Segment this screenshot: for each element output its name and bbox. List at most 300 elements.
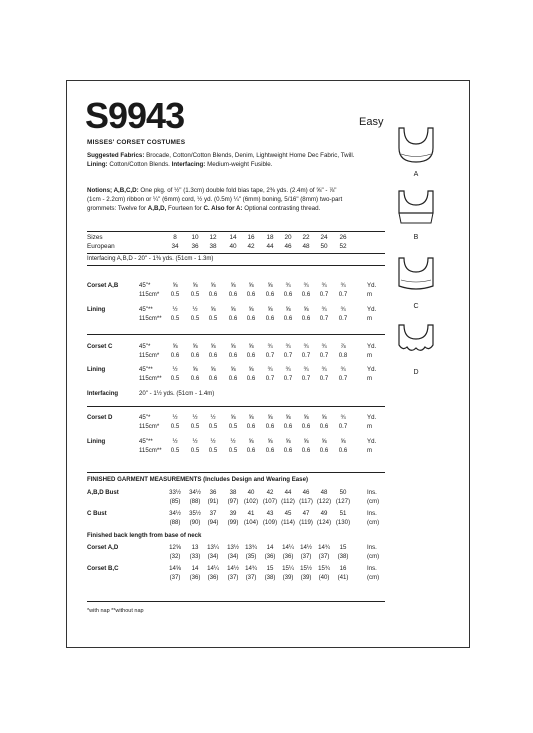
yardage-value: ¾ (285, 343, 291, 350)
finished-value: 34½ (169, 510, 181, 517)
yardage-value: ½ (172, 366, 178, 373)
yardage-row-label: Lining (87, 306, 106, 313)
yardage-value: 0.6 (283, 423, 293, 430)
yardage-value: ½ (172, 414, 178, 421)
yardage-value: 0.6 (265, 291, 275, 298)
fabric-width: 115cm** (139, 447, 162, 454)
finished-value: (119) (299, 519, 313, 526)
yardage-value: 0.5 (190, 447, 200, 454)
back-length-value: (34) (207, 553, 219, 560)
finished-unit: (cm) (367, 519, 380, 526)
fabrics-label: Suggested Fabrics: (87, 152, 145, 159)
yardage-value: 0.5 (170, 315, 180, 322)
notions-line3d: C. Also for A: (203, 205, 243, 212)
yardage-row-label: Corset A,B (87, 282, 119, 289)
yardage-row-label: Lining (87, 438, 106, 445)
yardage-value: ⅝ (285, 306, 291, 313)
yardage-value: 0.7 (338, 291, 348, 298)
yardage-value: 0.6 (283, 447, 293, 454)
yardage-unit: Yd. (367, 306, 377, 313)
yardage-value: ⅝ (192, 366, 198, 373)
back-length-value: (33) (189, 553, 201, 560)
finished-value: (85) (169, 498, 181, 505)
finished-value: 46 (302, 489, 310, 496)
yardage-value: 0.6 (301, 447, 311, 454)
finished-value: (130) (335, 519, 351, 526)
yardage-value: 0.7 (338, 375, 348, 382)
yardage-value: ¾ (340, 306, 346, 313)
finished-value: 49 (320, 510, 328, 517)
yardage-value: 0.6 (208, 375, 218, 382)
yardage-value: 0.6 (301, 291, 311, 298)
finished-value: (94) (207, 519, 219, 526)
yardage-value: 0.6 (319, 423, 329, 430)
yardage-value: 0.6 (246, 291, 256, 298)
yardage-value: 0.6 (246, 375, 256, 382)
back-length-value: (35) (245, 553, 257, 560)
finished-value: (122) (316, 498, 332, 505)
size-header: 24 (320, 234, 328, 241)
yardage-value: 0.7 (319, 352, 329, 359)
yardage-unit: Yd. (367, 366, 377, 373)
finished-value: (114) (281, 519, 295, 526)
yardage-value: ⅝ (321, 438, 327, 445)
back-length-value: (39) (300, 574, 312, 581)
yardage-value: ⅝ (210, 343, 216, 350)
european-size-header: 36 (191, 243, 199, 250)
notions-label: Notions; A,B,C,D: (87, 187, 139, 194)
yardage-value: ⅝ (303, 414, 309, 421)
table-divider (87, 265, 385, 266)
yardage-value: 0.6 (170, 352, 180, 359)
yardage-value: ½ (172, 438, 178, 445)
back-length-value: (36) (207, 574, 219, 581)
yardage-value: 0.7 (301, 375, 311, 382)
difficulty-label: Easy (359, 116, 384, 128)
yardage-value: ¾ (321, 366, 327, 373)
back-length-unit: Ins. (367, 544, 377, 551)
yardage-value: ¾ (303, 343, 309, 350)
yardage-value: ½ (210, 414, 216, 421)
yardage-value: 0.6 (319, 447, 329, 454)
yardage-value: 0.6 (301, 315, 311, 322)
pattern-title: MISSES' CORSET COSTUMES (87, 139, 186, 146)
yardage-value: 0.6 (246, 423, 256, 430)
fabric-width: 115cm* (139, 423, 160, 430)
fabric-width: 45"* (139, 414, 151, 421)
yardage-value: 0.6 (338, 447, 348, 454)
table-divider (87, 334, 385, 335)
finished-value: 37 (209, 510, 217, 517)
yardage-unit: Yd. (367, 414, 377, 421)
yardage-value: ⅝ (230, 414, 236, 421)
size-header: 10 (191, 234, 199, 241)
yardage-value: ½ (172, 306, 178, 313)
nap-footnote: *with nap **without nap (87, 608, 144, 614)
view-a-label: A (413, 171, 419, 178)
yardage-value: ¾ (321, 306, 327, 313)
yardage-value: 0.6 (283, 315, 293, 322)
yardage-value: ¾ (267, 343, 273, 350)
finished-value: (102) (243, 498, 259, 505)
finished-value: 51 (339, 510, 347, 517)
view-c-label: C (413, 303, 419, 310)
yardage-row-label: Corset D (87, 414, 113, 421)
size-header: 12 (209, 234, 217, 241)
european-size-header: 48 (302, 243, 310, 250)
finished-value: 44 (284, 489, 292, 496)
view-b-label: B (413, 234, 419, 241)
back-length-value: (37) (318, 553, 330, 560)
back-length-value: (34) (227, 553, 239, 560)
yardage-value: 0.6 (208, 291, 218, 298)
finished-value: 50 (339, 489, 347, 496)
pattern-envelope-back (66, 80, 470, 648)
yardage-value: ⅝ (172, 343, 178, 350)
yardage-row-label: Lining (87, 366, 106, 373)
yardage-value: 0.6 (283, 291, 293, 298)
yardage-value: 0.7 (283, 375, 293, 382)
yardage-value: 0.7 (283, 352, 293, 359)
interfacing-abd-line: Interfacing A,B,D - 20" - 1⅜ yds. (51cm - 1.3m) (87, 255, 214, 262)
yardage-value: ⅝ (285, 438, 291, 445)
finished-value: (88) (169, 519, 181, 526)
finished-value: 36 (209, 489, 217, 496)
yardage-value: ⅝ (303, 306, 309, 313)
yardage-value: 0.5 (208, 423, 218, 430)
yardage-value: 0.7 (319, 315, 329, 322)
notions-line3b: A,B,D, (147, 205, 167, 212)
finished-value: 38 (229, 489, 237, 496)
yardage-value: 0.6 (228, 352, 238, 359)
yardage-value: ⅝ (303, 438, 309, 445)
yardage-value: ½ (192, 306, 198, 313)
back-length-value: (36) (189, 574, 201, 581)
fabric-width: 45"* (139, 282, 151, 289)
back-length-unit: (cm) (367, 553, 380, 560)
yardage-value: ⅝ (285, 414, 291, 421)
fabric-width: 115cm* (139, 291, 160, 298)
back-row-label: Corset A,D (87, 544, 119, 551)
yardage-unit: m (367, 447, 373, 454)
interfacing-text: Medium-weight Fusible. (207, 161, 273, 168)
yardage-unit: m (367, 352, 373, 359)
size-header: 22 (302, 234, 310, 241)
yardage-unit: Yd. (367, 343, 377, 350)
yardage-value: ⅝ (248, 306, 254, 313)
yardage-value: ½ (230, 438, 236, 445)
interfacing-c-label: Interfacing (87, 390, 119, 397)
back-length-title: Finished back length from base of neck (87, 532, 202, 539)
yardage-value: 0.6 (301, 423, 311, 430)
yardage-value: 0.6 (265, 315, 275, 322)
yardage-value: 0.7 (319, 291, 329, 298)
size-header: 14 (229, 234, 237, 241)
table-divider (87, 253, 385, 254)
yardage-value: 0.8 (338, 352, 348, 359)
yardage-unit: Yd. (367, 438, 377, 445)
back-length-value: (36) (282, 553, 294, 560)
yardage-value: ⅞ (340, 343, 346, 350)
finished-value: (112) (281, 498, 295, 505)
yardage-value: 0.5 (190, 423, 200, 430)
table-divider (87, 601, 385, 602)
back-length-value: 13 (191, 544, 199, 551)
size-header: 16 (247, 234, 255, 241)
finished-measurements-title: FINISHED GARMENT MEASUREMENTS (Includes Design and Wearing Ease) (87, 476, 308, 483)
finished-value: (127) (335, 498, 351, 505)
yardage-value: ⅝ (230, 306, 236, 313)
yardage-value: ⅝ (248, 414, 254, 421)
view-d-label: D (413, 369, 419, 376)
back-length-value: 16 (339, 565, 347, 572)
back-length-value: 13¾ (245, 544, 257, 551)
size-header: 18 (266, 234, 274, 241)
finished-value: 34½ (189, 489, 201, 496)
notions-line3e: Optional contrasting thread. (242, 205, 321, 212)
european-label: European (87, 243, 115, 250)
size-header: 26 (339, 234, 347, 241)
yardage-value: ⅝ (340, 438, 346, 445)
back-length-value: (37) (227, 574, 239, 581)
back-length-value: 14¾ (245, 565, 257, 572)
yardage-value: 0.6 (246, 447, 256, 454)
yardage-value: ¾ (340, 414, 346, 421)
yardage-value: ⅝ (248, 438, 254, 445)
size-header: 20 (284, 234, 292, 241)
back-length-value: (38) (264, 574, 276, 581)
table-divider (87, 472, 385, 473)
table-divider (87, 406, 385, 407)
yardage-row-label: Corset C (87, 343, 113, 350)
view-d-sketch (393, 323, 439, 363)
yardage-value: ¾ (340, 282, 346, 289)
european-size-header: 40 (229, 243, 237, 250)
yardage-value: 0.6 (246, 352, 256, 359)
finished-row-label: A,B,D Bust (87, 489, 119, 496)
back-length-value: 14¼ (207, 565, 219, 572)
back-length-value: 14 (191, 565, 199, 572)
yardage-value: ½ (210, 438, 216, 445)
back-length-value: 14½ (300, 544, 312, 551)
finished-unit: Ins. (367, 510, 377, 517)
yardage-value: ⅝ (192, 282, 198, 289)
european-size-header: 38 (209, 243, 217, 250)
lining-label: Lining: (87, 161, 108, 168)
yardage-value: 0.6 (265, 447, 275, 454)
yardage-value: 0.7 (301, 352, 311, 359)
back-length-value: 15¾ (318, 565, 330, 572)
european-size-header: 42 (247, 243, 255, 250)
yardage-value: 0.5 (170, 423, 180, 430)
yardage-value: ⅝ (210, 282, 216, 289)
view-b-sketch (393, 189, 439, 229)
yardage-value: 0.5 (170, 375, 180, 382)
yardage-value: ¾ (321, 282, 327, 289)
fabric-width: 45"** (139, 366, 153, 373)
finished-value: 40 (247, 489, 255, 496)
back-length-value: (38) (337, 553, 349, 560)
back-length-unit: Ins. (367, 565, 377, 572)
yardage-value: 0.6 (228, 315, 238, 322)
yardage-value: 0.7 (338, 423, 348, 430)
yardage-value: 0.6 (190, 352, 200, 359)
yardage-value: 0.5 (190, 315, 200, 322)
back-length-value: 14 (266, 544, 274, 551)
yardage-unit: m (367, 423, 373, 430)
yardage-value: ¾ (340, 366, 346, 373)
yardage-value: ⅝ (230, 366, 236, 373)
yardage-value: 0.6 (228, 375, 238, 382)
finished-value: 47 (302, 510, 310, 517)
finished-value: 41 (247, 510, 255, 517)
yardage-value: ⅝ (192, 343, 198, 350)
european-size-header: 52 (339, 243, 347, 250)
finished-value: (97) (227, 498, 239, 505)
yardage-unit: m (367, 315, 373, 322)
back-length-value: 13¼ (207, 544, 219, 551)
view-a-sketch (393, 126, 439, 166)
yardage-value: 0.5 (208, 447, 218, 454)
back-length-value: 15¼ (282, 565, 294, 572)
back-length-value: (37) (300, 553, 312, 560)
yardage-value: 0.6 (246, 315, 256, 322)
back-length-value: (41) (337, 574, 349, 581)
back-length-value: (37) (245, 574, 257, 581)
fabric-width: 115cm* (139, 352, 160, 359)
back-length-value: 14½ (227, 565, 239, 572)
finished-value: (107) (262, 498, 278, 505)
size-header: 8 (173, 234, 177, 241)
finished-value: (90) (189, 519, 201, 526)
back-length-value: (36) (264, 553, 276, 560)
notions-paragraph (87, 186, 387, 213)
table-divider (87, 231, 385, 232)
yardage-value: ⅝ (172, 282, 178, 289)
back-length-value: 14¼ (282, 544, 294, 551)
yardage-value: 0.7 (265, 375, 275, 382)
finished-value: (91) (207, 498, 219, 505)
yardage-value: ¾ (303, 282, 309, 289)
notions-line1: One pkg. of ½" (1.3cm) double fold bias tape, 2⅜ yds. (2.4m) of ⅝" - ⅞" (140, 187, 337, 194)
yardage-value: 0.6 (208, 352, 218, 359)
fabric-width: 45"** (139, 438, 153, 445)
yardage-value: ¾ (285, 366, 291, 373)
fabrics-text: Brocade, Cotton/Cotton Blends, Denim, Lightweight Home Dec Fabric, Twill. (146, 152, 355, 159)
yardage-value: 0.6 (265, 423, 275, 430)
back-length-value: 14⅝ (169, 565, 181, 572)
yardage-value: 0.5 (190, 291, 200, 298)
notions-line2: (1cm - 2.2cm) ribbon or ¼" (6mm) cord, ½ yd. (0.5m) ¼" (6mm) boning, 5/16" (8mm) two-part (87, 196, 343, 203)
yardage-value: 0.5 (228, 447, 238, 454)
yardage-value: ⅝ (248, 366, 254, 373)
finished-value: (104) (243, 519, 259, 526)
yardage-value: 0.7 (265, 352, 275, 359)
yardage-value: ⅝ (267, 438, 273, 445)
finished-value: 42 (266, 489, 274, 496)
finished-value: (88) (189, 498, 201, 505)
back-length-value: 12⅝ (169, 544, 181, 551)
finished-value: 35½ (189, 510, 201, 517)
back-length-value: (37) (169, 574, 181, 581)
yardage-unit: Yd. (367, 282, 377, 289)
back-length-value: 15½ (300, 565, 312, 572)
yardage-value: 0.5 (170, 291, 180, 298)
yardage-value: ⅝ (230, 343, 236, 350)
back-length-value: (40) (318, 574, 330, 581)
yardage-value: 0.7 (338, 315, 348, 322)
yardage-unit: m (367, 375, 373, 382)
notions-line3a: grommets: Twelve for (87, 205, 148, 212)
interfacing-c-text: 20" - 1½ yds. (51cm - 1.4m) (139, 390, 215, 397)
lining-text: Cotton/Cotton Blends. (109, 161, 170, 168)
finished-value: (124) (316, 519, 332, 526)
yardage-value: ½ (192, 438, 198, 445)
finished-unit: (cm) (367, 498, 380, 505)
back-row-label: Corset B,C (87, 565, 119, 572)
sizes-label: Sizes (87, 234, 103, 241)
finished-value: 39 (229, 510, 237, 517)
european-size-header: 44 (266, 243, 274, 250)
yardage-value: ⅝ (267, 414, 273, 421)
back-length-unit: (cm) (367, 574, 380, 581)
fabric-width: 115cm** (139, 375, 162, 382)
european-size-header: 50 (320, 243, 328, 250)
yardage-value: ⅝ (210, 366, 216, 373)
yardage-value: 0.7 (319, 375, 329, 382)
finished-value: 45 (284, 510, 292, 517)
yardage-value: 0.5 (208, 315, 218, 322)
yardage-value: ⅝ (267, 282, 273, 289)
yardage-value: ¾ (321, 343, 327, 350)
yardage-value: 0.6 (190, 375, 200, 382)
back-length-value: 13½ (227, 544, 239, 551)
fabric-width: 45"* (139, 343, 151, 350)
finished-value: 48 (320, 489, 328, 496)
fabrics-paragraph (87, 151, 387, 169)
yardage-value: 0.5 (228, 423, 238, 430)
european-size-header: 46 (284, 243, 292, 250)
finished-value: (109) (262, 519, 278, 526)
finished-unit: Ins. (367, 489, 377, 496)
view-c-sketch (393, 256, 439, 296)
back-length-value: 14¾ (318, 544, 330, 551)
yardage-value: ¾ (267, 366, 273, 373)
yardage-value: ⅝ (248, 343, 254, 350)
finished-value: (99) (227, 519, 239, 526)
back-length-value: 15 (266, 565, 274, 572)
yardage-value: ¾ (303, 366, 309, 373)
back-length-value: (39) (282, 574, 294, 581)
yardage-value: ⅝ (230, 282, 236, 289)
finished-value: 43 (266, 510, 274, 517)
fabric-width: 115cm** (139, 315, 162, 322)
back-length-value: 15 (339, 544, 347, 551)
finished-row-label: C Bust (87, 510, 107, 517)
yardage-value: ¾ (285, 282, 291, 289)
yardage-value: ⅝ (210, 306, 216, 313)
finished-value: (117) (299, 498, 313, 505)
yardage-unit: m (367, 291, 373, 298)
fabric-width: 45"** (139, 306, 153, 313)
yardage-value: ⅝ (267, 306, 273, 313)
yardage-value: ½ (192, 414, 198, 421)
notions-line3c: Fourteen for (166, 205, 204, 212)
yardage-value: ⅝ (248, 282, 254, 289)
yardage-value: 0.6 (228, 291, 238, 298)
yardage-value: 0.5 (170, 447, 180, 454)
interfacing-label: Interfacing: (171, 161, 206, 168)
